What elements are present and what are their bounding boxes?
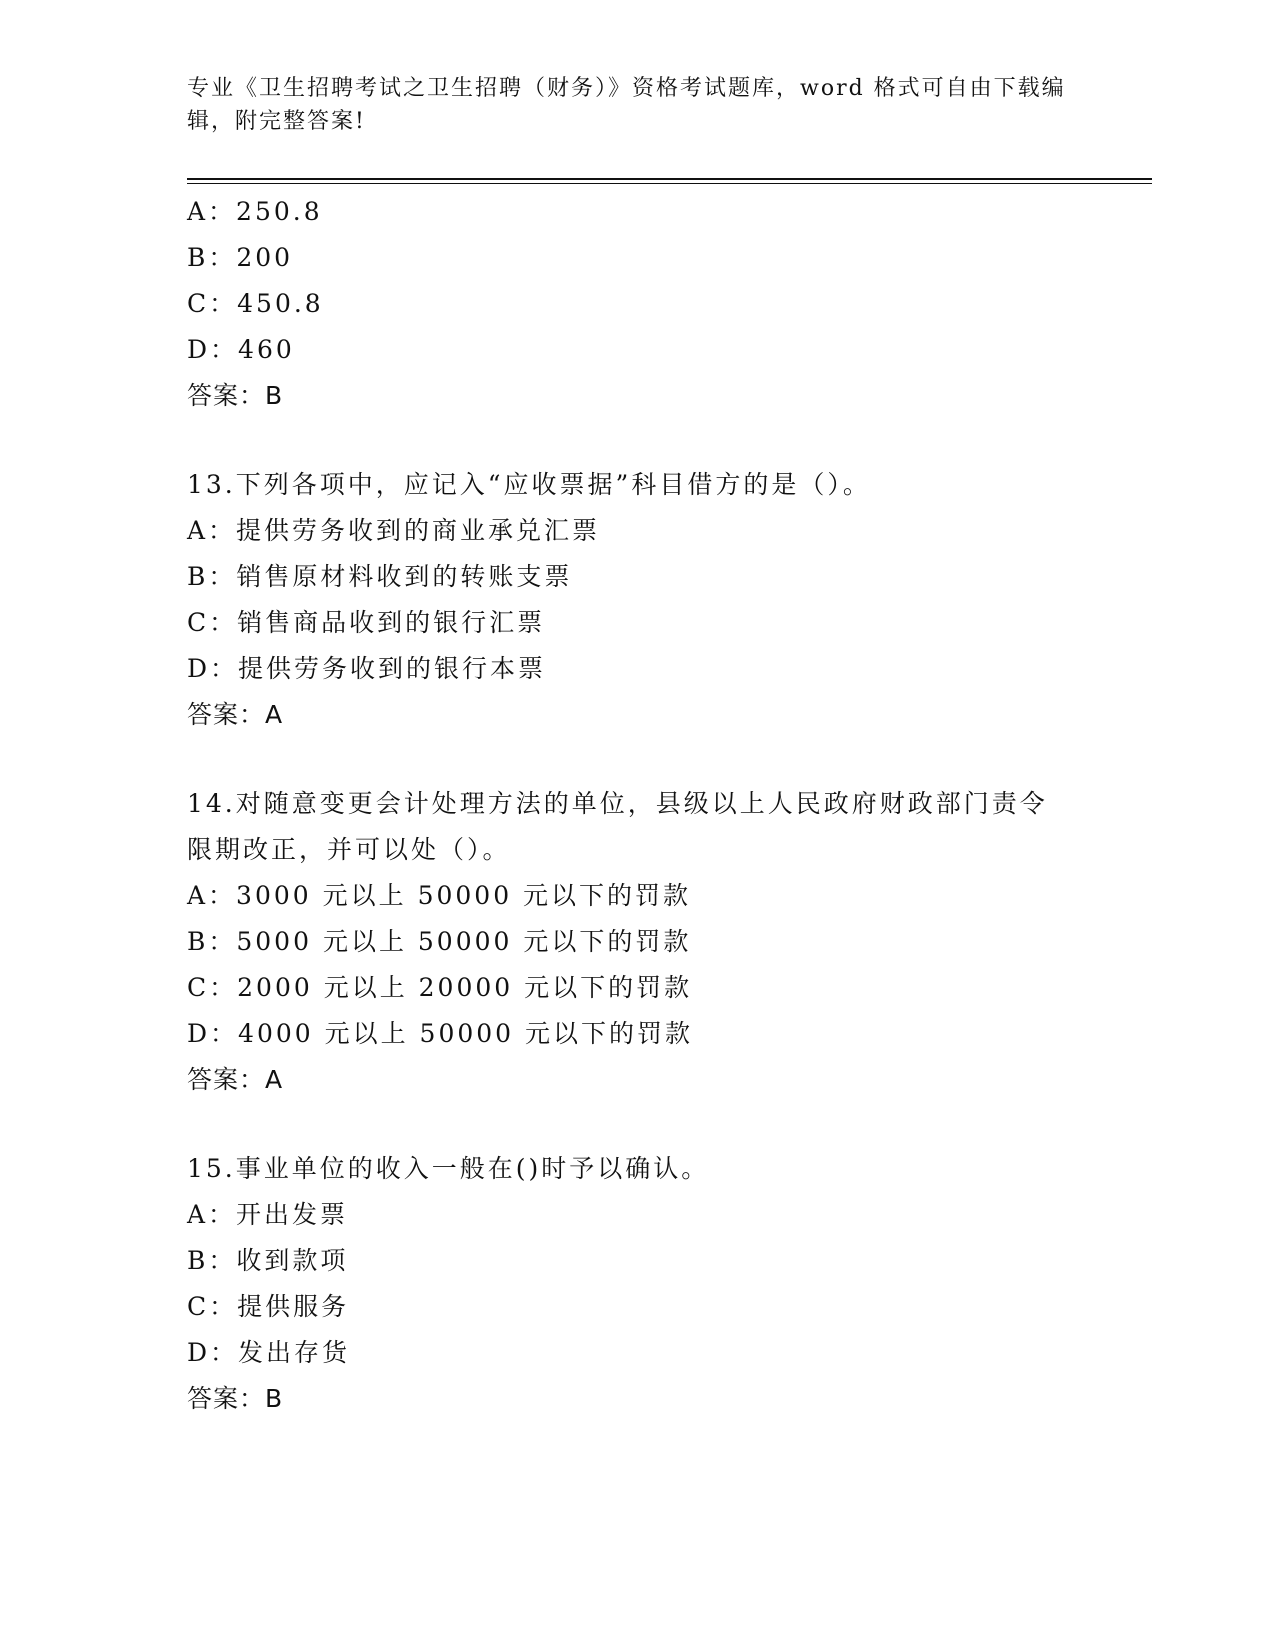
option-b: B：5000 元以上 50000 元以下的罚款 [187,927,692,956]
option-b: B：200 [187,243,294,272]
option-d: D：发出存货 [187,1338,351,1367]
option-c: C：450.8 [187,289,324,318]
question-14 [187,781,1127,1103]
option-d: D：4000 元以上 50000 元以下的罚款 [187,1019,694,1048]
option-a: A：250.8 [187,197,323,226]
question-15 [187,1146,1127,1422]
header-rule-thick [187,178,1152,180]
option-c: C：销售商品收到的银行汇票 [187,608,546,637]
question-text: 15.事业单位的收入一般在()时予以确认。 [187,1154,710,1183]
question-text: 13.下列各项中，应记入“应收票据”科目借方的是（）。 [187,470,871,499]
question-12 [187,189,1127,419]
question-13 [187,462,1127,738]
option-c: C：2000 元以上 20000 元以下的罚款 [187,973,693,1002]
document-header: 专业《卫生招聘考试之卫生招聘（财务）》资格考试题库，word 格式可自由下载编辑，附完整答案! [187,76,1066,134]
option-d: D：提供劳务收到的银行本票 [187,654,547,683]
option-a: A：3000 元以上 50000 元以下的罚款 [187,881,692,910]
answer: 答案：B [187,381,284,410]
answer: 答案：A [187,1065,284,1094]
answer: 答案：B [187,1384,284,1413]
option-b: B：销售原材料收到的转账支票 [187,562,573,591]
option-a: A：提供劳务收到的商业承兑汇票 [187,516,601,545]
option-a: A：开出发票 [187,1200,349,1229]
header-rule-thin [187,183,1152,184]
question-text-line-1: 14.对随意变更会计处理方法的单位，县级以上人民政府财政部门责令 [187,789,1048,818]
option-d: D：460 [187,335,295,364]
question-list [187,189,1127,1422]
option-c: C：提供服务 [187,1292,350,1321]
question-text-line-2: 限期改正，并可以处（）。 [187,835,511,864]
answer: 答案：A [187,700,284,729]
option-b: B：收到款项 [187,1246,349,1275]
